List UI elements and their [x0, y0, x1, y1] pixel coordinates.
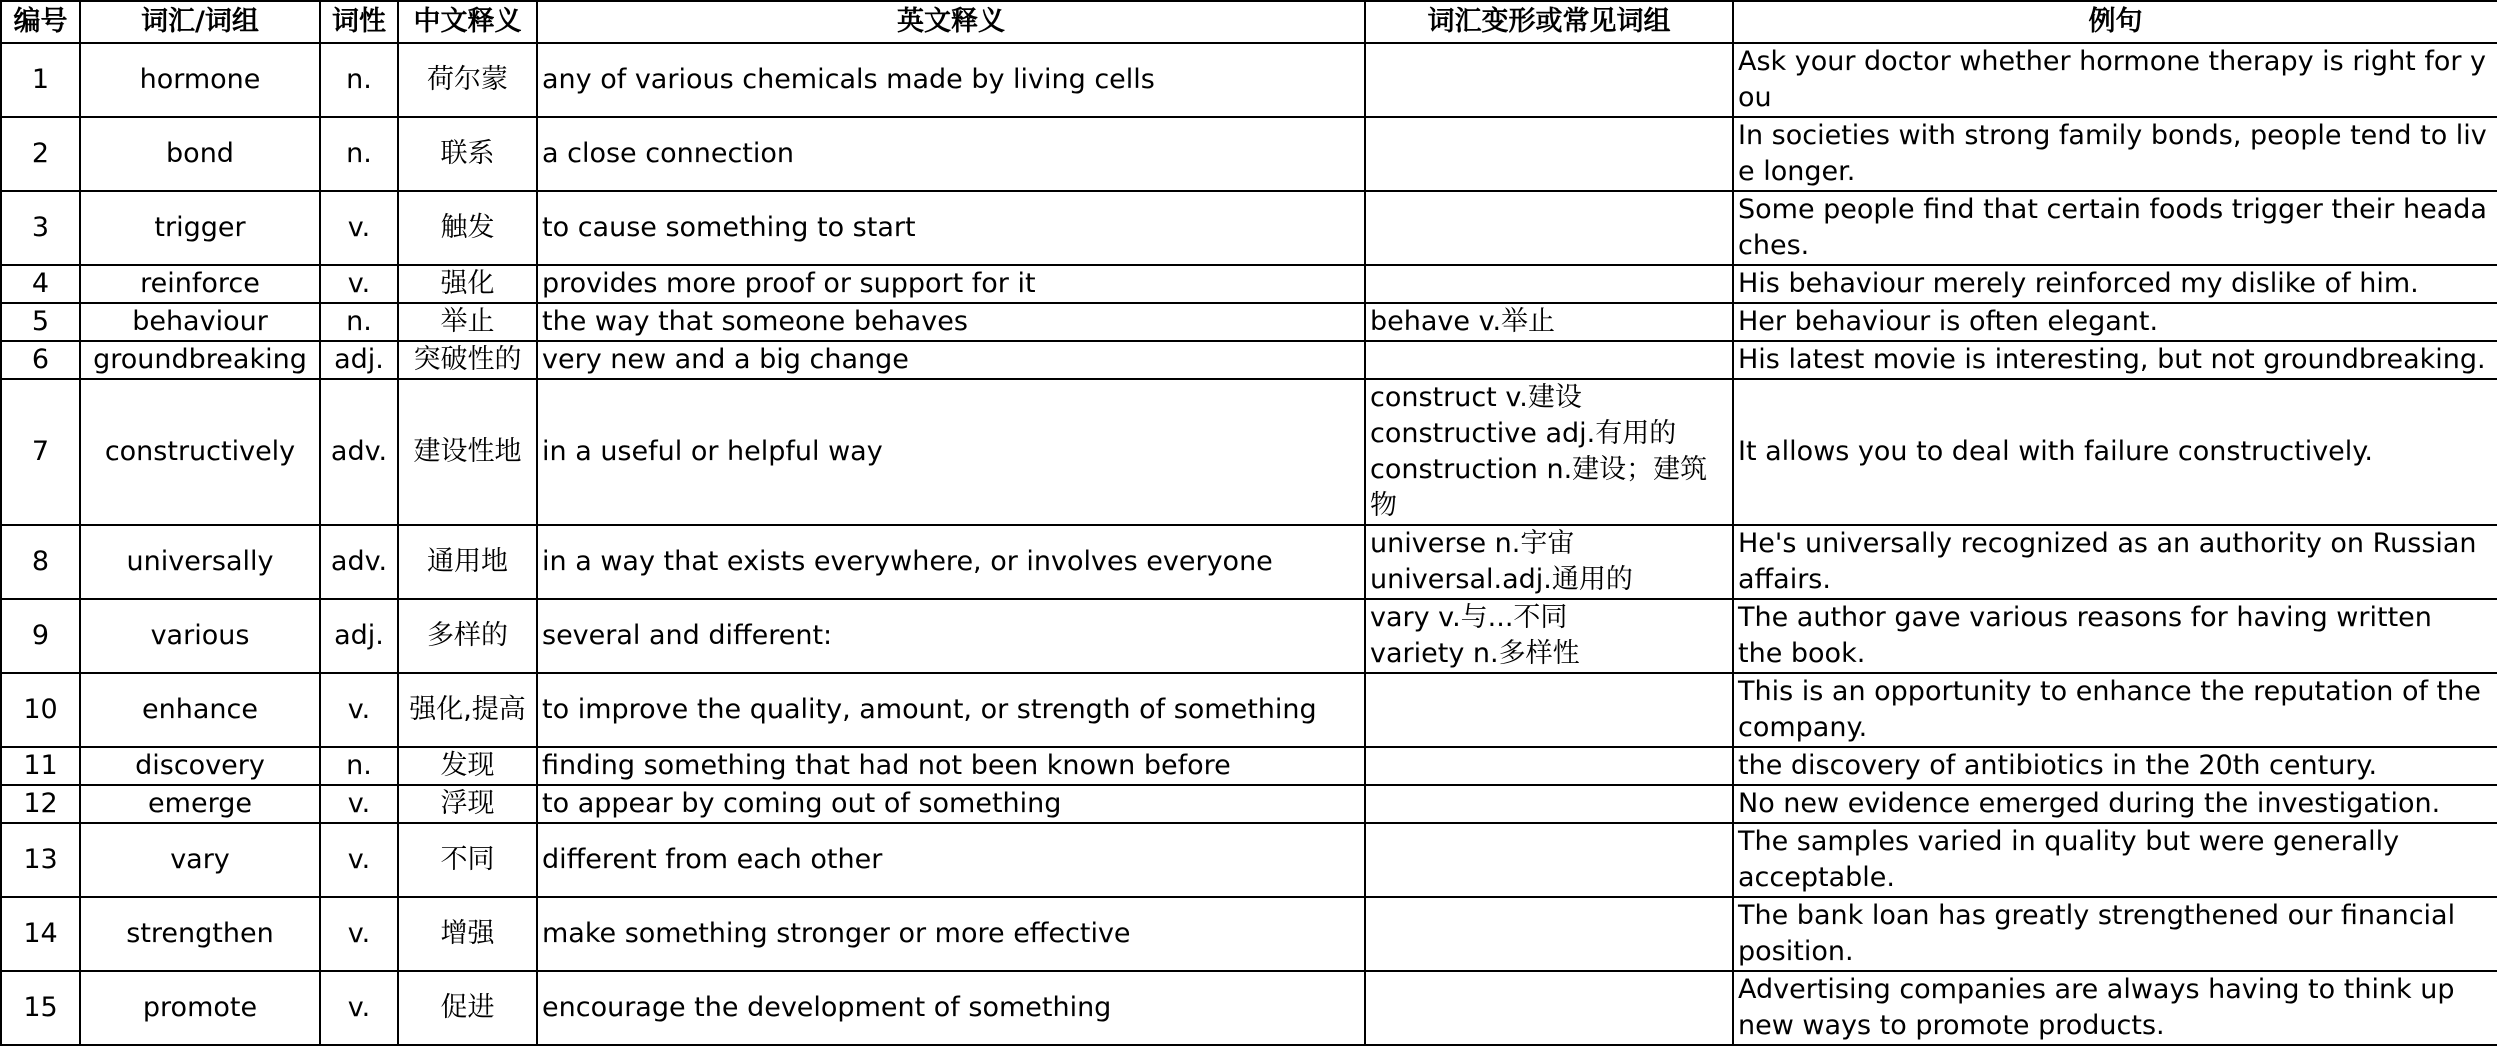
- table-row: [1, 303, 2497, 341]
- cell-chinese-meaning: 建设性地: [398, 379, 537, 525]
- cell-part-of-speech: adv.: [320, 525, 398, 599]
- cell-word: reinforce: [80, 265, 320, 303]
- cell-part-of-speech: n.: [320, 117, 398, 191]
- cell-word-forms: universe n.宇宙 universal.adj.通用的: [1365, 525, 1733, 599]
- table-row: [1, 379, 2497, 525]
- cell-example: Her behaviour is often elegant.: [1733, 303, 2497, 341]
- table-row: [1, 265, 2497, 303]
- cell-english-meaning: several and different:: [537, 599, 1365, 673]
- header-word-forms: 词汇变形或常见词组: [1365, 1, 1733, 43]
- table-row: [1, 971, 2497, 1045]
- table-row: [1, 897, 2497, 971]
- cell-part-of-speech: adj.: [320, 599, 398, 673]
- cell-example: He's universally recognized as an authority on Russian affairs.: [1733, 525, 2497, 599]
- cell-word-forms: [1365, 823, 1733, 897]
- cell-word: hormone: [80, 43, 320, 117]
- cell-chinese-meaning: 促进: [398, 971, 537, 1045]
- cell-english-meaning: the way that someone behaves: [537, 303, 1365, 341]
- table-row: [1, 599, 2497, 673]
- cell-example: the discovery of antibiotics in the 20th century.: [1733, 747, 2497, 785]
- table-row: [1, 747, 2497, 785]
- cell-chinese-meaning: 增强: [398, 897, 537, 971]
- cell-example: In societies with strong family bonds, people tend to live longer.: [1733, 117, 2497, 191]
- cell-example: His behaviour merely reinforced my dislike of him.: [1733, 265, 2497, 303]
- table-row: [1, 43, 2497, 117]
- table-row: [1, 823, 2497, 897]
- cell-english-meaning: any of various chemicals made by living cells: [537, 43, 1365, 117]
- cell-number: 12: [1, 785, 80, 823]
- cell-word: behaviour: [80, 303, 320, 341]
- cell-english-meaning: to improve the quality, amount, or strength of something: [537, 673, 1365, 747]
- cell-word-forms: construct v.建设 constructive adj.有用的 construction n.建设；建筑物: [1365, 379, 1733, 525]
- cell-word-forms: [1365, 341, 1733, 379]
- cell-word-forms: [1365, 673, 1733, 747]
- cell-example: The bank loan has greatly strengthened our financial position.: [1733, 897, 2497, 971]
- cell-english-meaning: make something stronger or more effective: [537, 897, 1365, 971]
- cell-part-of-speech: v.: [320, 785, 398, 823]
- cell-chinese-meaning: 强化,提高: [398, 673, 537, 747]
- cell-word-forms: [1365, 43, 1733, 117]
- cell-chinese-meaning: 触发: [398, 191, 537, 265]
- header-part-of-speech: 词性: [320, 1, 398, 43]
- cell-english-meaning: provides more proof or support for it: [537, 265, 1365, 303]
- cell-english-meaning: encourage the development of something: [537, 971, 1365, 1045]
- cell-number: 7: [1, 379, 80, 525]
- cell-word-forms: [1365, 785, 1733, 823]
- table-row: [1, 117, 2497, 191]
- cell-example: It allows you to deal with failure constructively.: [1733, 379, 2497, 525]
- cell-word: constructively: [80, 379, 320, 525]
- cell-example: Some people find that certain foods trigger their headaches.: [1733, 191, 2497, 265]
- cell-example: Advertising companies are always having to think up new ways to promote products.: [1733, 971, 2497, 1045]
- header-number: 编号: [1, 1, 80, 43]
- cell-number: 14: [1, 897, 80, 971]
- header-word: 词汇/词组: [80, 1, 320, 43]
- header-example: 例句: [1733, 1, 2497, 43]
- cell-chinese-meaning: 不同: [398, 823, 537, 897]
- cell-part-of-speech: n.: [320, 303, 398, 341]
- cell-example: Ask your doctor whether hormone therapy is right for you: [1733, 43, 2497, 117]
- cell-english-meaning: to appear by coming out of something: [537, 785, 1365, 823]
- cell-english-meaning: to cause something to start: [537, 191, 1365, 265]
- cell-word: bond: [80, 117, 320, 191]
- cell-part-of-speech: n.: [320, 747, 398, 785]
- cell-number: 5: [1, 303, 80, 341]
- cell-word: emerge: [80, 785, 320, 823]
- cell-english-meaning: in a useful or helpful way: [537, 379, 1365, 525]
- cell-example: The author gave various reasons for having written the book.: [1733, 599, 2497, 673]
- cell-part-of-speech: adj.: [320, 341, 398, 379]
- cell-word: promote: [80, 971, 320, 1045]
- cell-word-forms: [1365, 971, 1733, 1045]
- cell-number: 6: [1, 341, 80, 379]
- cell-part-of-speech: n.: [320, 43, 398, 117]
- cell-english-meaning: a close connection: [537, 117, 1365, 191]
- cell-chinese-meaning: 强化: [398, 265, 537, 303]
- cell-chinese-meaning: 多样的: [398, 599, 537, 673]
- cell-number: 2: [1, 117, 80, 191]
- table-row: [1, 341, 2497, 379]
- cell-number: 15: [1, 971, 80, 1045]
- cell-chinese-meaning: 荷尔蒙: [398, 43, 537, 117]
- cell-word: groundbreaking: [80, 341, 320, 379]
- cell-word: vary: [80, 823, 320, 897]
- header-english-meaning: 英文释义: [537, 1, 1365, 43]
- cell-part-of-speech: adv.: [320, 379, 398, 525]
- table-row: [1, 525, 2497, 599]
- cell-part-of-speech: v.: [320, 673, 398, 747]
- cell-word: various: [80, 599, 320, 673]
- cell-english-meaning: different from each other: [537, 823, 1365, 897]
- cell-word-forms: [1365, 117, 1733, 191]
- cell-word-forms: [1365, 265, 1733, 303]
- cell-part-of-speech: v.: [320, 265, 398, 303]
- cell-example: The samples varied in quality but were generally acceptable.: [1733, 823, 2497, 897]
- cell-part-of-speech: v.: [320, 897, 398, 971]
- cell-example: No new evidence emerged during the investigation.: [1733, 785, 2497, 823]
- cell-chinese-meaning: 通用地: [398, 525, 537, 599]
- cell-part-of-speech: v.: [320, 971, 398, 1045]
- cell-chinese-meaning: 举止: [398, 303, 537, 341]
- cell-number: 11: [1, 747, 80, 785]
- table-row: [1, 673, 2497, 747]
- cell-english-meaning: finding something that had not been known before: [537, 747, 1365, 785]
- table-row: [1, 785, 2497, 823]
- cell-english-meaning: in a way that exists everywhere, or involves everyone: [537, 525, 1365, 599]
- cell-word: strengthen: [80, 897, 320, 971]
- cell-number: 9: [1, 599, 80, 673]
- cell-word: discovery: [80, 747, 320, 785]
- cell-chinese-meaning: 突破性的: [398, 341, 537, 379]
- cell-number: 1: [1, 43, 80, 117]
- cell-word-forms: [1365, 897, 1733, 971]
- cell-number: 3: [1, 191, 80, 265]
- cell-word-forms: vary v.与...不同 variety n.多样性: [1365, 599, 1733, 673]
- cell-word-forms: [1365, 747, 1733, 785]
- cell-word: enhance: [80, 673, 320, 747]
- table-row: [1, 191, 2497, 265]
- cell-number: 13: [1, 823, 80, 897]
- cell-example: This is an opportunity to enhance the reputation of the company.: [1733, 673, 2497, 747]
- cell-example: His latest movie is interesting, but not groundbreaking.: [1733, 341, 2497, 379]
- cell-chinese-meaning: 浮现: [398, 785, 537, 823]
- cell-number: 4: [1, 265, 80, 303]
- cell-word: trigger: [80, 191, 320, 265]
- cell-number: 8: [1, 525, 80, 599]
- cell-part-of-speech: v.: [320, 823, 398, 897]
- cell-english-meaning: very new and a big change: [537, 341, 1365, 379]
- header-chinese-meaning: 中文释义: [398, 1, 537, 43]
- cell-chinese-meaning: 联系: [398, 117, 537, 191]
- cell-part-of-speech: v.: [320, 191, 398, 265]
- cell-number: 10: [1, 673, 80, 747]
- header-row: [1, 1, 2497, 43]
- cell-word: universally: [80, 525, 320, 599]
- cell-word-forms: behave v.举止: [1365, 303, 1733, 341]
- cell-chinese-meaning: 发现: [398, 747, 537, 785]
- cell-word-forms: [1365, 191, 1733, 265]
